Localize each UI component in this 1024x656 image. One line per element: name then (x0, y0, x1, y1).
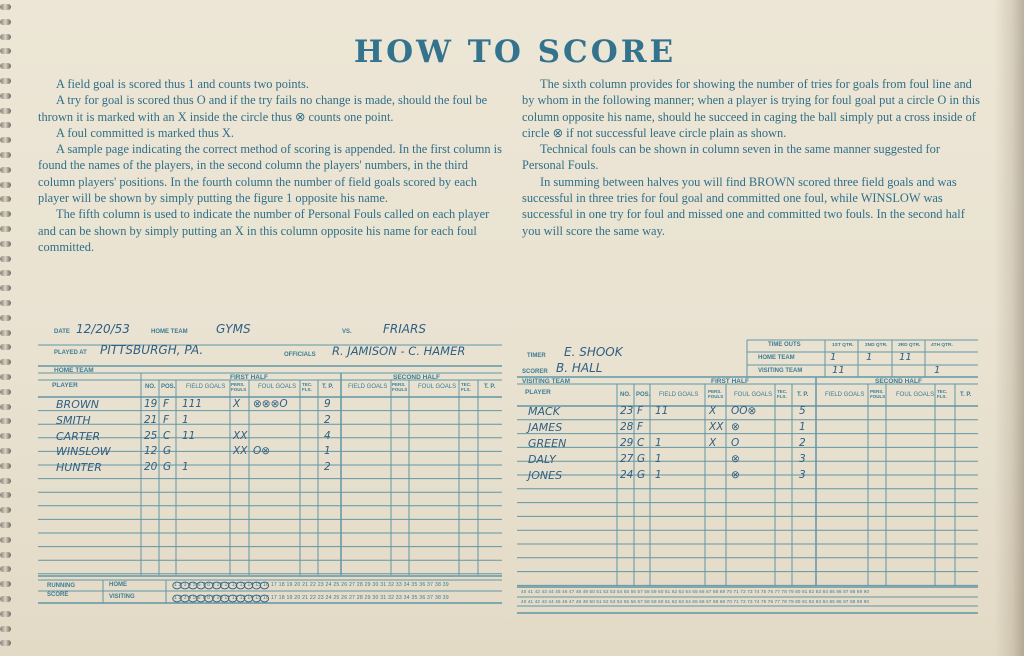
timer-label: TIMER (527, 353, 546, 359)
col-foul-goals: FOUL GOALS (734, 392, 773, 398)
played-at-value: PITTSBURGH, PA. (100, 343, 204, 357)
col-foul-goals-2: FOUL GOALS (896, 392, 935, 398)
home-team-label: HOME TEAM (151, 329, 188, 335)
timeout-mark: 11 (899, 352, 912, 363)
field-goals: 1 (182, 461, 189, 474)
visiting-team-header: VISITING TEAM (522, 378, 571, 385)
played-at-label: PLAYED AT (54, 350, 87, 356)
running-score-visiting-label: VISITING (109, 594, 135, 600)
field-goals: 11 (655, 405, 669, 417)
page-title: HOW TO SCORE (353, 34, 677, 70)
running-score-label: RUNNING SCORE (47, 583, 75, 598)
instruction-paragraph: A try for goal is scored thus O and if the try fails no change is made, should the foul be thrown it is marked with an X inside the circle thus ⊗ counts one point. (38, 93, 488, 124)
player-number: 23 (620, 405, 634, 417)
player-number: 21 (144, 413, 158, 426)
personal-fouls: X (709, 436, 717, 449)
total-points: 5 (799, 405, 806, 417)
running-score-visiting-numbers: 1 2 3 4 5 6 7 8 9 10 11 12 13 14 15 16 17 18 19 20 21 22 23 24 25 26 27 28 29 30 31 32 33 34 35 36 37 38 39 (174, 595, 449, 601)
player-position: F (163, 398, 170, 410)
col-tp-2: T. P. (484, 384, 496, 390)
player-position: F (637, 405, 644, 417)
player-number: 20 (144, 461, 158, 474)
col-tec-fouls-2: TEC. FLS. (937, 389, 948, 399)
second-half-header: SECOND HALF (393, 374, 440, 381)
player-position: C (637, 436, 645, 449)
timeout-mark: 1 (934, 365, 941, 376)
foul-goals: ⊗ (731, 468, 740, 481)
personal-fouls: XX (709, 420, 724, 433)
instruction-paragraph: The fifth column is used to indicate the number of Personal Fouls called on each player and can be shown by simply putting an X in this column opposite his name for each foul committed. (38, 207, 490, 254)
scorer-value: B. HALL (556, 361, 603, 375)
timeouts-q2: 2ND QTR. (865, 343, 888, 348)
player-name: BROWN (56, 398, 99, 411)
instruction-paragraph: A foul committed is marked thus X. (56, 125, 234, 140)
instruction-paragraph: A sample page indicating the correct method of scoring is appended. In the first column is found the names of the players, in the second column the players' numbers, in the third column players' positions. In the fourth column the number of field goals scored by each player will be shown by simply putting the figure 1 opposite his name. (38, 142, 502, 206)
field-goals: 1 (655, 436, 662, 449)
running-score-continuation-visiting: 40 41 42 43 44 45 46 47 48 49 50 51 52 53 54 55 56 57 58 59 60 61 62 63 64 65 66 67 68 69 70 71 72 73 74 75 76 77 78 79 80 81 82 83 84 85 86 87 88 89 90 (521, 599, 870, 604)
officials-value: R. JAMISON - C. HAMER (332, 344, 466, 358)
field-goals: 1 (655, 468, 662, 481)
col-no: NO. (620, 392, 631, 398)
player-name: CARTER (56, 429, 101, 443)
date-label: DATE (54, 329, 70, 335)
personal-fouls: XX (233, 445, 248, 458)
col-tp: T. P. (797, 392, 809, 398)
col-pers-fouls-2: PERS. FOULS (870, 389, 886, 399)
player-name: JAMES (528, 420, 563, 434)
player-header-visiting: PLAYER (525, 389, 551, 396)
timeouts-label: TIME OUTS (768, 342, 801, 348)
col-foul-goals-2: FOUL GOALS (418, 384, 457, 390)
home-team-value: GYMS (216, 322, 251, 336)
player-name: HUNTER (56, 461, 102, 475)
timeout-mark: 1 (830, 352, 837, 363)
player-number: 12 (144, 445, 158, 458)
col-field-goals-2: FIELD GOALS (825, 392, 865, 398)
second-half-header-visiting: SECOND HALF (875, 378, 922, 385)
timeouts-q4: 4TH QTR. (931, 343, 953, 348)
player-name: DALY (528, 452, 556, 466)
player-number: 24 (620, 468, 634, 481)
date-value: 12/20/53 (76, 322, 130, 336)
col-tp: T. P. (322, 384, 334, 390)
player-name: JONES (528, 468, 563, 482)
first-half-header-visiting: FIRST HALF (711, 378, 749, 385)
officials-label: OFFICIALS (284, 352, 316, 358)
foul-goals: ⊗⊗⊗O (253, 398, 288, 410)
foul-goals: ⊗ (731, 452, 740, 465)
personal-fouls: X (233, 398, 241, 410)
player-name: SMITH (56, 413, 91, 427)
col-pos: POS. (636, 392, 651, 398)
total-points: 2 (324, 413, 331, 426)
player-position: F (637, 420, 644, 433)
instruction-paragraph: A field goal is scored thus 1 and counts two points. (56, 77, 309, 91)
player-position: G (163, 445, 172, 458)
col-field-goals: FIELD GOALS (186, 384, 226, 390)
timeouts-visiting-label: VISITING TEAM (758, 368, 803, 374)
player-position: F (163, 413, 170, 426)
first-half-header: FIRST HALF (230, 374, 268, 381)
foul-goals: ⊗ (731, 420, 740, 433)
vs-label: VS. (342, 329, 352, 335)
col-foul-goals: FOUL GOALS (258, 384, 297, 390)
running-score-continuation-home: 40 41 42 43 44 45 46 47 48 49 50 51 52 53 54 55 56 57 58 59 60 61 62 63 64 65 66 67 68 69 70 71 72 73 74 75 76 77 78 79 80 81 82 83 84 85 86 87 88 89 90 (521, 589, 870, 594)
player-position: G (637, 452, 646, 465)
foul-goals: OO⊗ (731, 405, 757, 417)
total-points: 4 (324, 429, 331, 442)
player-position: C (163, 429, 171, 442)
player-name: MACK (528, 405, 560, 418)
timeout-mark: 11 (832, 365, 845, 376)
player-number: 27 (620, 452, 634, 465)
col-tec-fouls-2: TEC. FLS. (461, 382, 472, 392)
player-number: 28 (620, 420, 634, 433)
player-header: PLAYER (52, 382, 78, 389)
instruction-paragraph: In summing between halves you will find BROWN scored three field goals and was successful in three tries for foul goal and committed one foul, while WINSLOW was successful in one try for foul and missed one and committed two fouls. In the second half you will score the same way. (522, 174, 965, 238)
timeouts-q1: 1ST QTR. (832, 343, 854, 348)
player-position: G (637, 468, 646, 481)
field-goals: 1 (655, 452, 662, 465)
total-points: 1 (324, 445, 331, 458)
col-tec-fouls: TEC. FLS. (302, 382, 313, 392)
field-goals: 1 (182, 413, 189, 426)
timeout-mark: 1 (866, 352, 873, 363)
col-pers-fouls-2: PERS. FOULS (392, 382, 408, 392)
player-number: 25 (144, 429, 158, 442)
total-points: 3 (799, 452, 806, 465)
player-name: GREEN (528, 436, 567, 450)
timer-value: E. SHOOK (564, 345, 623, 359)
total-points: 9 (324, 398, 331, 410)
player-number: 29 (620, 436, 634, 449)
total-points: 1 (799, 420, 806, 433)
foul-goals: O⊗ (253, 445, 271, 458)
field-goals: 111 (182, 398, 203, 410)
col-pers-fouls: PERS. FOULS (231, 382, 247, 392)
col-tec-fouls: TEC. FLS. (777, 389, 788, 399)
total-points: 2 (324, 461, 331, 474)
col-no: NO. (145, 384, 156, 390)
foul-goals: O (731, 436, 740, 449)
personal-fouls: X (709, 405, 717, 417)
col-tp-2: T. P. (960, 392, 972, 398)
running-score-home-label: HOME (109, 582, 127, 588)
col-field-goals: FIELD GOALS (659, 392, 699, 398)
running-score-home-numbers: 1 2 3 4 5 6 7 8 9 10 11 12 13 14 15 16 17 18 19 20 21 22 23 24 25 26 27 28 29 30 31 32 33 34 35 36 37 38 39 (174, 582, 449, 588)
total-points: 3 (799, 468, 806, 481)
player-position: G (163, 461, 172, 474)
instruction-paragraph: Technical fouls can be shown in column seven in the same manner suggested for Personal Fouls. (522, 142, 940, 173)
player-number: 19 (144, 398, 158, 410)
personal-fouls: XX (233, 429, 248, 442)
home-team-header: HOME TEAM (54, 367, 94, 374)
instruction-paragraph: The sixth column provides for showing the number of tries for goals from foul line and by whom in the following manner; when a player is trying for foul goal put a circle O in this column opposite his name, should he succeed in caging the ball simply put a cross inside of circle ⊗ if not successful leave circle plain as shown. (522, 77, 981, 140)
player-name: WINSLOW (56, 445, 111, 459)
timeouts-home-label: HOME TEAM (758, 355, 795, 361)
visiting-team-value: FRIARS (383, 322, 426, 336)
col-pers-fouls: PERS. FOULS (708, 389, 724, 399)
timeouts-q3: 3RD QTR. (898, 343, 921, 348)
col-pos: POS. (161, 384, 176, 390)
scorer-label: SCORER (522, 369, 548, 375)
col-field-goals-2: FIELD GOALS (348, 384, 388, 390)
field-goals: 11 (182, 429, 196, 442)
total-points: 2 (799, 436, 806, 449)
